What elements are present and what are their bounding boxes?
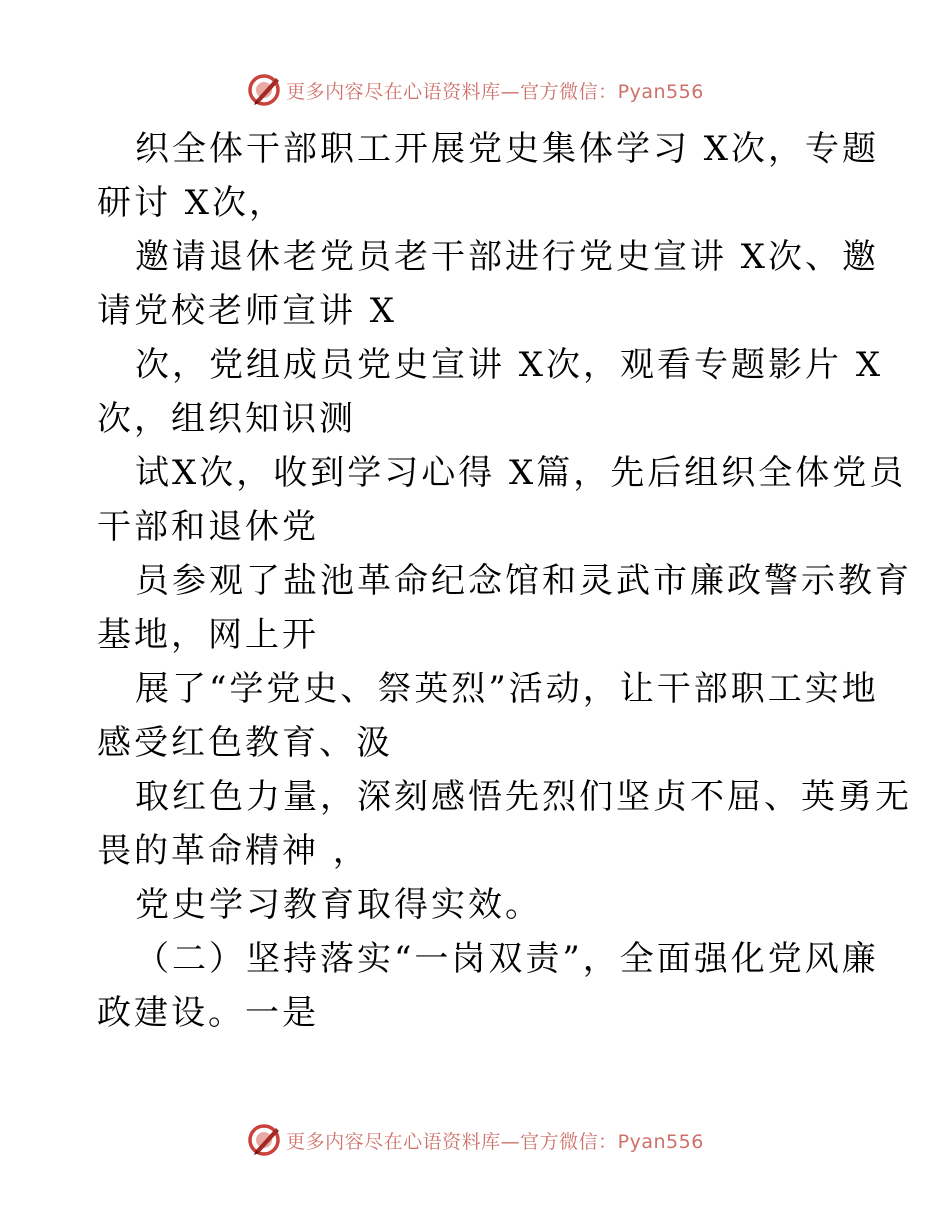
paragraph-line: 次，组织知识测 [97,399,356,439]
paragraph-line: 取红色力量，深刻感悟先烈们坚贞不屈、英勇无 [135,777,912,817]
paragraph-line: 干部和退休党 [97,507,319,547]
paragraph-line: 展了“学党史、祭英烈”活动，让干部职工实地 [135,669,879,709]
paragraph-line: 员参观了盐池革命纪念馆和灵武市廉政警示教育 [135,561,912,601]
paragraph-line: 织全体干部职工开展党史集体学习 X次，专题 [135,129,880,169]
watermark-header [0,70,950,110]
section-heading-line: （二）坚持落实“一岗双责”，全面强化党风廉 [135,939,879,979]
paragraph-line: 基地，网上开 [97,615,319,655]
paragraph-line: 次，党组成员党史宣讲 X次，观看专题影片 X [135,345,884,385]
pen-logo-icon [246,72,282,108]
paragraph-line: 试X次，收到学习心得 X篇，先后组织全体党员 [135,453,907,493]
paragraph-line: 党史学习教育取得实效。 [135,885,542,925]
paragraph-line: 研讨 X次， [97,183,287,223]
document-body [97,122,912,1040]
paragraph-line: 畏的革命精神 ， [97,831,370,871]
paragraph-line: 政建设。一是 [97,993,319,1033]
watermark-footer [0,1120,950,1160]
pen-logo-icon [246,1122,282,1158]
watermark-text: 更多内容尽在心语资料库—官方微信：Pyan556 [286,1130,704,1153]
paragraph-line: 感受红色教育、汲 [97,723,393,763]
paragraph-line: 请党校老师宣讲 X [97,291,398,331]
watermark-text: 更多内容尽在心语资料库—官方微信：Pyan556 [286,80,704,103]
paragraph-line: 邀请退休老党员老干部进行党史宣讲 X次、邀 [135,237,880,277]
